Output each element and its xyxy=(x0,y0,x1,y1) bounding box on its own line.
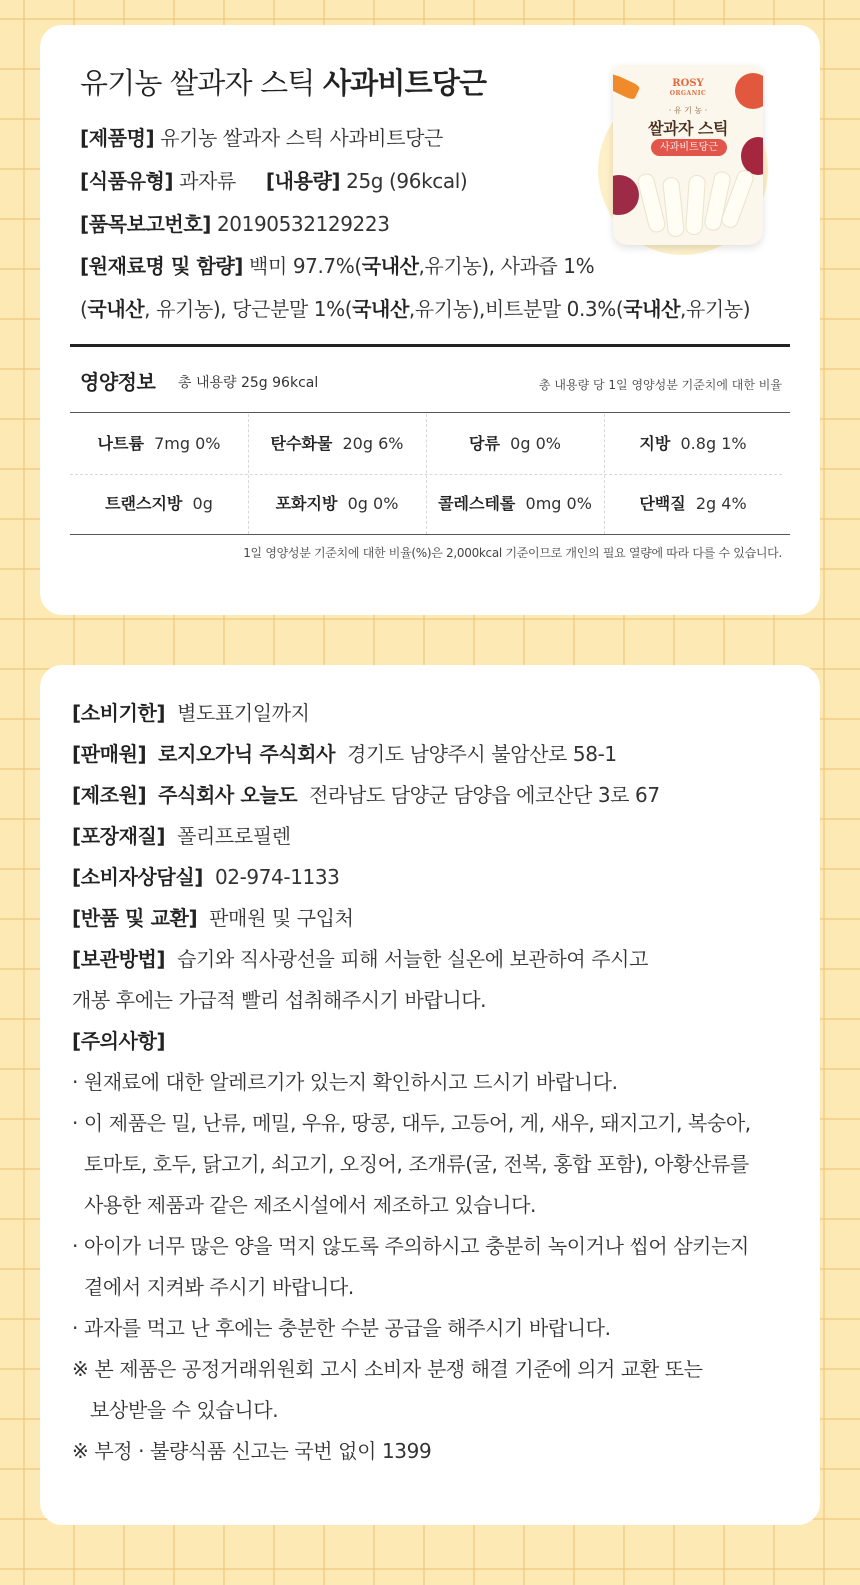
package-name: 쌀과자 스틱 xyxy=(648,119,728,138)
nutrient-fat: 지방 0.8g 1% xyxy=(639,434,747,453)
notice-item: ※ 부정 · 불량식품 신고는 국번 없이 1399 xyxy=(72,1439,432,1463)
storage-text-cont: 개봉 후에는 가급적 빨리 섭취해주시기 바랍니다. xyxy=(72,988,487,1012)
package-brand-text: ROSY xyxy=(672,78,704,89)
return-value: 판매원 및 구입처 xyxy=(209,906,354,930)
package-flavor-badge: 사과비트당근 xyxy=(651,139,727,156)
expiry-label: [소비기한] xyxy=(72,701,166,725)
report-number-label: [품목보고번호] xyxy=(80,212,212,236)
nutrition-ratio-note: 총 내용량 당 1일 영양성분 기준치에 대한 비율 xyxy=(539,378,782,392)
nutrition-footnote: 1일 영양성분 기준치에 대한 비율(%)은 2,000kcal 기준이므로 개인의 필요 열량에 따라 다를 수 있습니다. xyxy=(243,546,782,560)
ingredients-text: , 유기농), 당근분말 1%( xyxy=(144,297,353,321)
ingredients-origin: 국내산 xyxy=(623,297,681,321)
caution-item-cont: 토마토, 호두, 닭고기, 쇠고기, 오징어, 조개류(굴, 전복, 홍합 포함), 아황산류를 xyxy=(84,1152,749,1176)
caution-item: · 원재료에 대한 알레르기가 있는지 확인하시고 드시기 바랍니다. xyxy=(72,1070,618,1094)
nutrition-heading: 영양정보 xyxy=(80,370,156,394)
customer-service-phone: 02-974-1133 xyxy=(214,865,340,889)
food-type-label: [식품유형] xyxy=(80,169,174,193)
info-ingredients-cont xyxy=(80,293,750,322)
title-plain: 유기농 쌀과자 스틱 xyxy=(80,66,323,100)
expiry-value: 별도표기일까지 xyxy=(177,701,310,725)
customer-service-label: [소비자상담실] xyxy=(72,865,204,889)
package-organic-line: · 유 기 농 · xyxy=(668,106,708,115)
nutrition-serving: 총 내용량 25g 96kcal xyxy=(178,375,319,391)
product-name-label: [제품명] xyxy=(80,126,155,150)
ingredients-text: ,유기농) xyxy=(680,297,751,321)
info-ingredients xyxy=(80,250,594,279)
caution-item-cont: 곁에서 지켜봐 주시기 바랍니다. xyxy=(84,1275,354,1299)
nutrient-saturated-fat: 포화지방 0g 0% xyxy=(275,494,399,513)
packaging-line xyxy=(72,820,291,849)
seller-label: [판매원] xyxy=(72,742,147,766)
return-label: [반품 및 교환] xyxy=(72,906,198,930)
expiry-line xyxy=(72,697,310,726)
return-line xyxy=(72,902,354,931)
ingredients-origin: 국내산 xyxy=(361,254,419,278)
seller-address: 경기도 남양주시 불암산로 58-1 xyxy=(346,742,617,766)
nutrient-sugar: 당류 0g 0% xyxy=(469,434,561,453)
storage-line xyxy=(72,943,648,972)
ingredients-label: [원재료명 및 함량] xyxy=(80,254,244,278)
packaging-label: [포장재질] xyxy=(72,824,166,848)
info-food-type xyxy=(80,165,467,194)
caution-item: · 이 제품은 밀, 난류, 메밀, 우유, 땅콩, 대두, 고등어, 게, 새우, 돼지고기, 복숭아, xyxy=(72,1111,751,1135)
maker-name: 주식회사 오늘도 xyxy=(158,783,298,807)
product-info-card xyxy=(40,25,820,615)
rice-stick xyxy=(662,176,685,237)
nutrition-header-rule xyxy=(70,412,790,413)
product-name-value: 유기농 쌀과자 스틱 사과비트당근 xyxy=(160,126,443,150)
volume-label: [내용량] xyxy=(265,169,341,193)
caution-label: [주의사항] xyxy=(72,1029,166,1053)
caution-item: · 아이가 너무 많은 양을 먹지 않도록 주의하시고 충분히 녹이거나 씹어 삼키는지 xyxy=(72,1234,749,1258)
nutrition-bottom-rule xyxy=(70,534,790,535)
food-type-value: 과자류 xyxy=(179,169,236,193)
seller-name: 로지오가닉 주식회사 xyxy=(158,742,336,766)
notice-item: ※ 본 제품은 공정거래위원회 고시 소비자 분쟁 해결 기준에 의거 교환 또는 xyxy=(72,1357,703,1381)
caution-item-cont: 사용한 제품과 같은 제조시설에서 제조하고 있습니다. xyxy=(84,1193,536,1217)
volume-value: 25g (96kcal) xyxy=(346,169,468,193)
caution-item: · 과자를 먹고 난 후에는 충분한 수분 공급을 해주시기 바랍니다. xyxy=(72,1316,611,1340)
storage-label: [보관방법] xyxy=(72,947,166,971)
nutrient-cholesterol: 콜레스테롤 0mg 0% xyxy=(438,494,592,513)
ingredients-text: 백미 97.7%( xyxy=(249,254,362,278)
rice-stick xyxy=(685,174,706,235)
notice-item-cont: 보상받을 수 있습니다. xyxy=(90,1398,279,1422)
ingredients-text: ( xyxy=(80,297,88,321)
report-number-value: 20190532129223 xyxy=(216,212,390,236)
details-card xyxy=(40,665,820,1525)
nutrition-top-rule xyxy=(70,344,790,347)
beet-slice-illustration xyxy=(613,175,639,215)
package-brand-sub: ORGANIC xyxy=(669,90,707,97)
nutrient-protein: 단백질 2g 4% xyxy=(639,494,747,513)
ingredients-origin: 국내산 xyxy=(87,297,145,321)
info-report-number xyxy=(80,208,390,237)
product-package-image xyxy=(598,45,778,260)
nutrient-trans-fat: 트랜스지방 0g xyxy=(105,494,213,513)
package-brand xyxy=(613,79,763,99)
nutrient-carbohydrate: 탄수화물 20g 6% xyxy=(270,434,404,453)
maker-label: [제조원] xyxy=(72,783,147,807)
seller-line xyxy=(72,738,617,767)
maker-line xyxy=(72,779,660,808)
nutrient-sodium: 나트륨 7mg 0% xyxy=(97,434,221,453)
nutrition-table xyxy=(70,414,782,534)
package-bag xyxy=(613,65,763,245)
title-bold: 사과비트당근 xyxy=(322,66,487,100)
product-title xyxy=(80,61,486,102)
storage-text: 습기와 직사광선을 피해 서늘한 실온에 보관하여 주시고 xyxy=(177,947,648,971)
ingredients-origin: 국내산 xyxy=(352,297,409,321)
ingredients-text: ,유기농),비트분말 0.3%( xyxy=(408,297,624,321)
ingredients-text: ,유기농), 사과즙 1% xyxy=(418,254,595,278)
caution-heading xyxy=(72,1025,165,1054)
maker-address: 전라남도 담양군 담양읍 에코산단 3로 67 xyxy=(309,783,660,807)
customer-service-line xyxy=(72,861,340,890)
info-product-name xyxy=(80,122,443,151)
packaging-value: 폴리프로필렌 xyxy=(177,824,291,848)
